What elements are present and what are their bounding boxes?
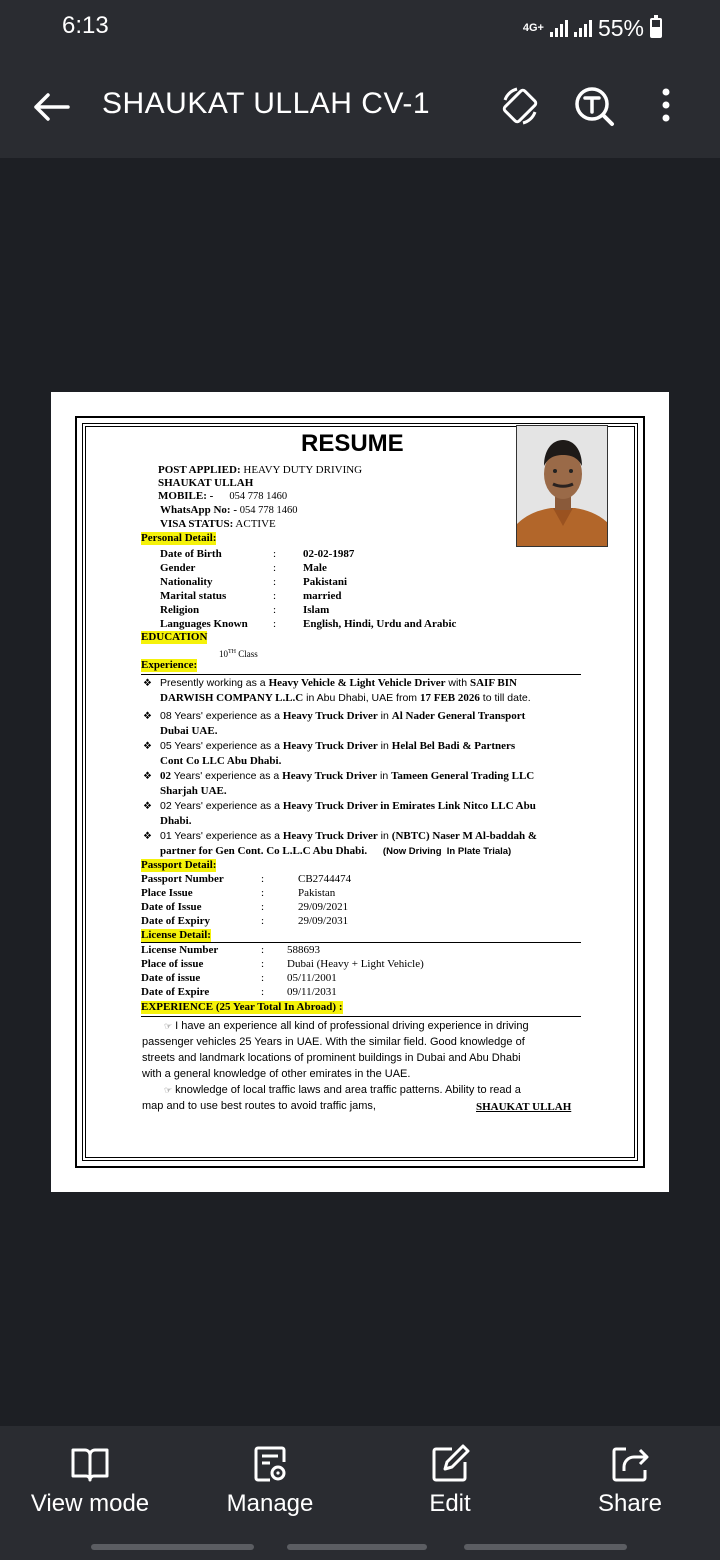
row-value: Male	[303, 562, 327, 574]
text-segment: to till date.	[479, 692, 531, 704]
experience-line	[160, 785, 227, 798]
text-segment: Dubai UAE.	[160, 725, 218, 737]
experience-line	[160, 740, 515, 753]
row-separator: :	[261, 873, 265, 885]
row-value: 05/11/2001	[287, 972, 337, 984]
row-label: Nationality	[160, 576, 213, 588]
row-value: 29/09/2021	[298, 901, 349, 913]
gesture-bar	[91, 1544, 254, 1550]
row-separator: :	[261, 944, 265, 956]
bullet-icon: ❖	[143, 801, 152, 812]
share-label: Share	[597, 1490, 663, 1517]
row-label: Date of Issue	[141, 901, 202, 913]
row-value: CB2744474	[298, 873, 352, 885]
text-segment: Cont Co LLC Abu Dhabi.	[160, 755, 282, 767]
share-icon	[610, 1444, 650, 1484]
row-value: Islam	[303, 604, 330, 616]
row-label: Date of issue	[141, 972, 201, 984]
app-bar	[0, 56, 720, 158]
bullet-icon: ❖	[143, 831, 152, 842]
status-time: 6:13	[62, 12, 109, 39]
education-value: 10TH Class	[219, 649, 258, 659]
bullet-icon: ❖	[143, 741, 152, 752]
network-type: 4G+	[522, 22, 544, 34]
experience-line	[160, 755, 281, 768]
text-segment: Dhabi.	[160, 815, 192, 827]
experience-total-heading: EXPERIENCE (25 Year Total In Abroad) :	[141, 1001, 343, 1013]
text-segment: in Abu Dhabi, UAE from	[303, 692, 420, 704]
experience-line	[160, 845, 511, 858]
row-separator: :	[261, 887, 265, 899]
row-value: married	[303, 590, 342, 602]
experience-line	[160, 677, 517, 690]
experience-line	[160, 725, 217, 738]
text-segment: Al Nader General Transport	[391, 710, 526, 722]
experience-line	[160, 830, 537, 843]
rotate-button[interactable]	[498, 84, 542, 128]
row-label: Place of issue	[141, 958, 204, 970]
text-segment: 02 Years' experience as a	[160, 800, 283, 812]
manage-label: Manage	[226, 1490, 314, 1517]
text-segment: Heavy Truck Driver	[282, 830, 378, 842]
text-segment: partner for Gen Cont. Co L.L.C Abu Dhabi.	[160, 845, 368, 857]
row-separator: :	[261, 972, 265, 984]
signal-icon	[550, 19, 568, 37]
arrow-left-icon	[32, 92, 70, 122]
edit-button[interactable]	[360, 1444, 540, 1518]
row-label: Gender	[160, 562, 196, 574]
row-separator: :	[261, 915, 265, 927]
text-segment: Presently working as a	[160, 677, 269, 689]
text-segment: (Now Driving In Plate Triala)	[367, 846, 512, 857]
visa-status: VISA STATUS: ACTIVE	[160, 518, 276, 530]
row-label: Place Issue	[141, 887, 193, 899]
row-label: Date of Birth	[160, 548, 222, 560]
text-segment: 17 FEB 2026	[419, 692, 480, 704]
text-search-button[interactable]	[572, 84, 616, 128]
text-segment: Years' experience as a	[171, 770, 283, 782]
license-detail-heading: License Detail:	[141, 929, 211, 941]
text-segment: in	[377, 770, 392, 782]
document-page[interactable]	[51, 392, 669, 1192]
education-heading: EDUCATION	[141, 631, 208, 643]
experience-summary: ☞ I have an experience all kind of professional driving experience in driving passenger vehicles 25 Years in UAE. With the similar field. Good knowledge of streets and landmark locations of prominent buildings in Dubai and Abu Dhabi with a general knowledge of other emirates in the UAE. ☞ knowledge of local traffic laws and area traffic patterns. Ability to read a map and to use best routes to avoid traffic jams,	[142, 1020, 529, 1112]
battery-percent: 55%	[597, 14, 644, 41]
row-value: English, Hindi, Urdu and Arabic	[303, 618, 457, 630]
manage-icon	[250, 1444, 290, 1484]
row-value: 588693	[287, 944, 320, 956]
personal-detail-heading: Personal Detail:	[141, 532, 217, 544]
edit-icon	[430, 1444, 470, 1484]
row-separator: :	[273, 590, 277, 602]
row-separator: :	[273, 576, 277, 588]
resume-title: RESUME	[301, 430, 404, 457]
row-separator: :	[273, 604, 277, 616]
row-separator: :	[273, 618, 277, 630]
row-value: Dubai (Heavy + Light Vehicle)	[287, 958, 424, 970]
experience-line	[160, 800, 536, 813]
view-mode-button[interactable]	[0, 1444, 180, 1518]
text-magnifier-icon	[572, 84, 616, 128]
text-segment: Heavy Truck Driver	[282, 740, 378, 752]
row-label: License Number	[141, 944, 219, 956]
whatsapp-number: WhatsApp No: - 054 778 1460	[160, 504, 298, 516]
experience-line	[160, 692, 531, 705]
text-segment: Heavy Vehicle & Light Vehicle Driver	[268, 677, 446, 689]
text-segment: Heavy Truck Driver in Emirates Link Nitco LLC Abu	[282, 800, 536, 812]
bottom-toolbar	[0, 1426, 720, 1560]
battery-icon	[650, 18, 662, 38]
row-separator: :	[261, 958, 265, 970]
view-mode-label: View mode	[30, 1490, 150, 1517]
text-segment: 02	[160, 770, 171, 782]
text-segment: 05 Years' experience as a	[160, 740, 283, 752]
profile-photo	[516, 425, 608, 547]
row-label: Marital status	[160, 590, 227, 602]
bullet-icon: ❖	[143, 771, 152, 782]
experience-heading: Experience:	[141, 659, 198, 671]
text-segment: Heavy Truck Driver	[282, 710, 378, 722]
row-label: Languages Known	[160, 618, 248, 630]
text-segment: in	[377, 740, 392, 752]
text-segment: Tameen General Trading LLC	[391, 770, 535, 782]
text-segment: (NBTC) Naser M Al-baddah &	[391, 830, 538, 842]
text-segment: in	[377, 710, 392, 722]
candidate-name: SHAUKAT ULLAH	[158, 477, 254, 489]
document-title: SHAUKAT ULLAH CV-1	[102, 87, 430, 120]
text-segment: Heavy Truck Driver	[282, 770, 378, 782]
signal-icon	[574, 19, 592, 37]
post-applied: POST APPLIED: HEAVY DUTY DRIVING	[158, 464, 363, 476]
book-icon	[70, 1444, 110, 1484]
text-segment: DARWISH COMPANY L.L.C	[160, 692, 304, 704]
gesture-bar	[464, 1544, 627, 1550]
share-button[interactable]	[540, 1444, 720, 1518]
row-value: 02-02-1987	[303, 548, 355, 560]
row-label: Date of Expiry	[141, 915, 211, 927]
text-segment: 08 Years' experience as a	[160, 710, 283, 722]
experience-line	[160, 770, 534, 783]
bullet-icon: ❖	[143, 711, 152, 722]
experience-line	[160, 815, 192, 828]
row-value: Pakistan	[298, 887, 336, 899]
row-separator: :	[261, 986, 265, 998]
bullet-icon: ❖	[143, 678, 152, 689]
row-label: Religion	[160, 604, 200, 616]
text-segment: Sharjah UAE.	[160, 785, 227, 797]
rotate-icon	[498, 84, 542, 128]
text-segment: Helal Bel Badi & Partners	[391, 740, 516, 752]
back-button[interactable]	[30, 86, 72, 128]
row-value: 09/11/2031	[287, 986, 337, 998]
text-segment: with	[445, 677, 470, 689]
row-separator: :	[261, 901, 265, 913]
text-segment: 01 Years' experience as a	[160, 830, 283, 842]
edit-label: Edit	[429, 1490, 471, 1517]
gesture-bar	[287, 1544, 427, 1550]
more-options-button[interactable]	[650, 84, 682, 128]
passport-detail-heading: Passport Detail:	[141, 859, 217, 871]
manage-button[interactable]	[180, 1444, 360, 1518]
status-bar	[0, 0, 720, 56]
experience-line	[160, 710, 525, 723]
signature-name: SHAUKAT ULLAH	[476, 1101, 572, 1113]
row-label: Passport Number	[141, 873, 224, 885]
text-segment: SAIF BIN	[469, 677, 517, 689]
mobile-number: MOBILE: - 054 778 1460	[158, 490, 288, 502]
more-vertical-icon	[650, 84, 682, 128]
row-label: Date of Expire	[141, 986, 210, 998]
status-indicators	[523, 12, 662, 44]
row-separator: :	[273, 548, 277, 560]
row-value: 29/09/2031	[298, 915, 349, 927]
row-value: Pakistani	[303, 576, 348, 588]
text-segment: in	[377, 830, 392, 842]
row-separator: :	[273, 562, 277, 574]
